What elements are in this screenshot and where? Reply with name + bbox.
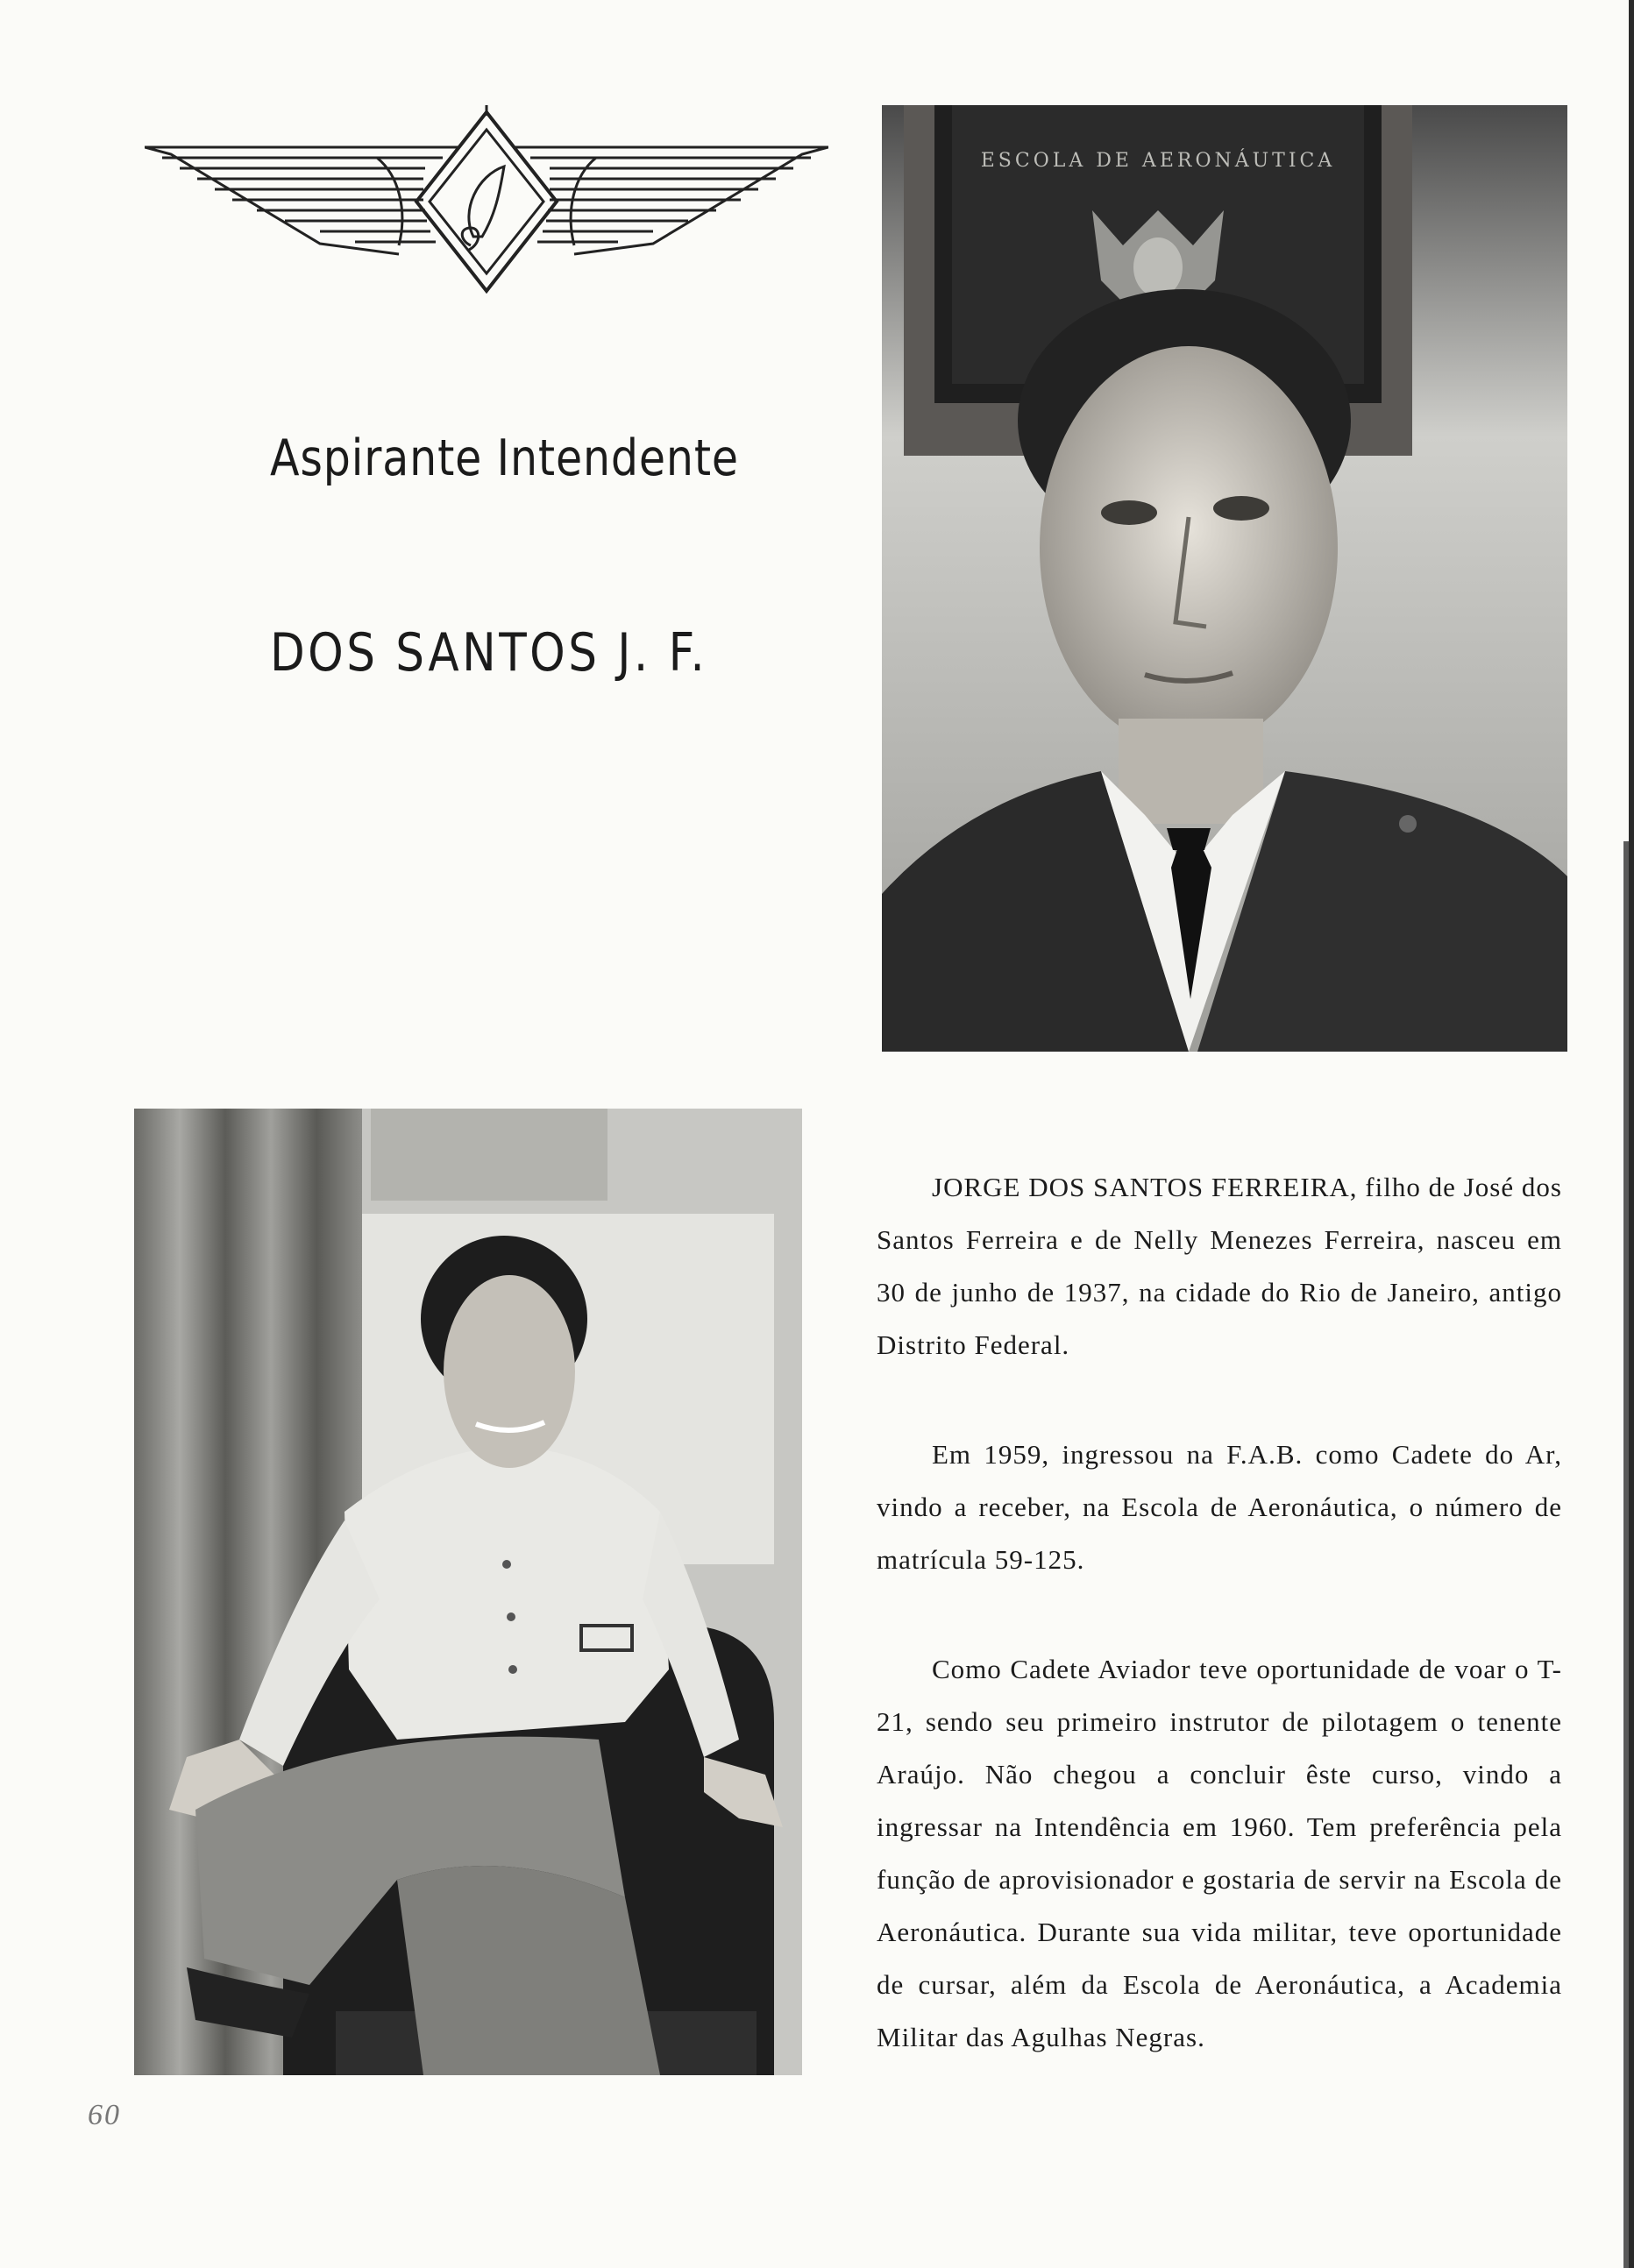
- page-edge: [1629, 0, 1634, 2268]
- portrait-photo-icon: [882, 105, 1567, 1052]
- biography: [877, 1161, 1562, 2064]
- page-number: 60: [88, 2099, 121, 2131]
- seated-photo-icon: [134, 1109, 802, 2075]
- biography-paragraph: JORGE DOS SANTOS FERREIRA, filho de José dos Santos Ferreira e de Nelly Menezes Ferreira, nasceu em 30 de junho de 1937, na cidade do Rio de Janeiro, antigo Distrito Federal.: [877, 1172, 1562, 1360]
- biography-paragraph: Em 1959, ingressou na F.A.B. como Cadete do Ar, vindo a receber, na Escola de Aeronáutica, o número de matrícula 59-125.: [877, 1439, 1562, 1575]
- biography-paragraph: Como Cadete Aviador teve oportunidade de voar o T-21, sendo seu primeiro instrutor de pilotagem o tenente Araújo. Não chegou a concluir êste curso, vindo a ingressar na Intendência em 1960. Tem preferência pela função de aprovisionador e gostaria de servir na Escola de Aeronáutica. Durante sua vida militar, teve oportunidade de cursar, além da Escola de Aeronáutica, a Academia Militar das Agulhas Negras.: [877, 1654, 1562, 2052]
- rank-title: Aspirante Intendente: [270, 429, 739, 487]
- cadet-name-heading: DOS SANTOS J. F.: [270, 622, 708, 684]
- page-edge-shadow: [1623, 841, 1629, 2268]
- frame-caption: ESCOLA DE AERONÁUTICA: [980, 150, 1336, 172]
- air-force-wings-icon: [145, 105, 828, 294]
